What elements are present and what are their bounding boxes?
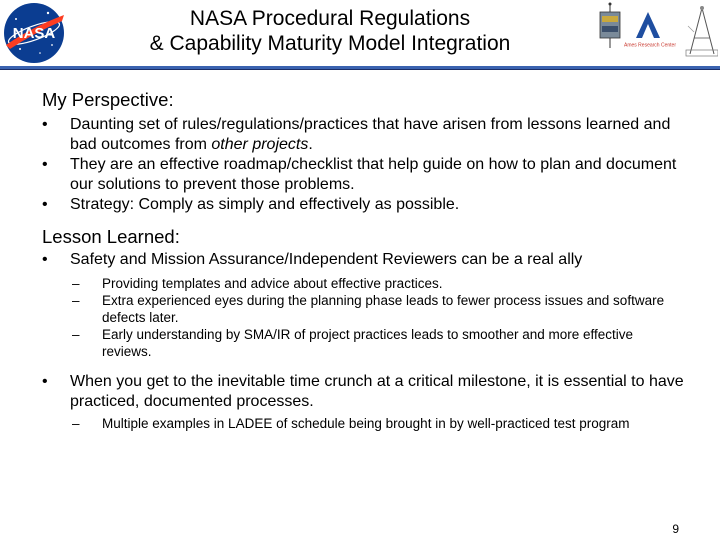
sub-list-item xyxy=(72,326,672,360)
list-item xyxy=(42,195,692,215)
bullet-marker: • xyxy=(42,251,48,268)
list-item xyxy=(42,250,692,270)
perspective-heading: My Perspective: xyxy=(42,89,174,110)
sub-item-text: Providing templates and advice about effective practices. xyxy=(102,276,443,291)
list-item xyxy=(42,372,692,412)
ames-center-logo-icon xyxy=(624,12,676,49)
sub-item-text: Extra experienced eyes during the planning phase leads to fewer process issues and software defects later. xyxy=(102,293,665,325)
dash-marker: – xyxy=(72,327,80,342)
svg-text:Ames Research Center: Ames Research Center xyxy=(624,42,676,49)
lesson-sublist-2 xyxy=(72,415,672,432)
sub-list-item xyxy=(72,415,672,432)
sub-list-item xyxy=(72,275,672,292)
bullet-marker: • xyxy=(42,116,48,133)
lesson-heading: Lesson Learned: xyxy=(42,226,180,247)
page-number: 9 xyxy=(672,522,679,536)
list-item xyxy=(42,155,692,195)
title-line-2: & Capability Maturity Model Integration xyxy=(149,32,511,55)
sub-item-text: Early understanding by SMA/IR of project practices leads to smoother and more effective reviews. xyxy=(102,327,634,359)
sub-list-item xyxy=(72,292,672,326)
bullet-text: When you get to the inevitable time crunch at a critical milestone, it is essential to have practiced, documented processes. xyxy=(70,373,684,410)
list-item xyxy=(42,115,692,155)
bullet-text: They are an effective roadmap/checklist that help guide on how to plan and document our solutions to prevent those problems. xyxy=(70,156,677,193)
mission-logos-icon xyxy=(590,2,718,60)
perspective-list xyxy=(42,115,692,215)
sub-item-text: Multiple examples in LADEE of schedule being brought in by well-practiced test program xyxy=(102,416,630,431)
nasa-logo-icon xyxy=(2,1,66,65)
dash-marker: – xyxy=(72,416,80,431)
slide-title xyxy=(90,6,570,56)
slide-header xyxy=(0,0,720,70)
bullet-text: Daunting set of rules/regulations/practices that have arisen from lessons learned and bad outcomes from other projects. xyxy=(70,116,671,153)
dash-marker: – xyxy=(72,276,80,291)
svg-text:NASA: NASA xyxy=(12,25,56,42)
title-line-1: NASA Procedural Regulations xyxy=(189,7,471,30)
lesson-sublist-1 xyxy=(72,275,672,360)
bullet-text: Safety and Mission Assurance/Independent Reviewers can be a real ally xyxy=(70,251,583,268)
bullet-text: Strategy: Comply as simply and effectively as possible. xyxy=(70,196,460,213)
satellite-icon xyxy=(600,3,620,49)
bullet-marker: • xyxy=(42,373,48,390)
lesson-list-2 xyxy=(42,372,692,412)
bullet-marker: • xyxy=(42,196,48,213)
header-rule-shadow xyxy=(0,69,720,70)
lesson-list-1 xyxy=(42,250,692,270)
bullet-marker: • xyxy=(42,156,48,173)
dash-marker: – xyxy=(72,293,80,308)
diagram-icon xyxy=(686,6,718,56)
